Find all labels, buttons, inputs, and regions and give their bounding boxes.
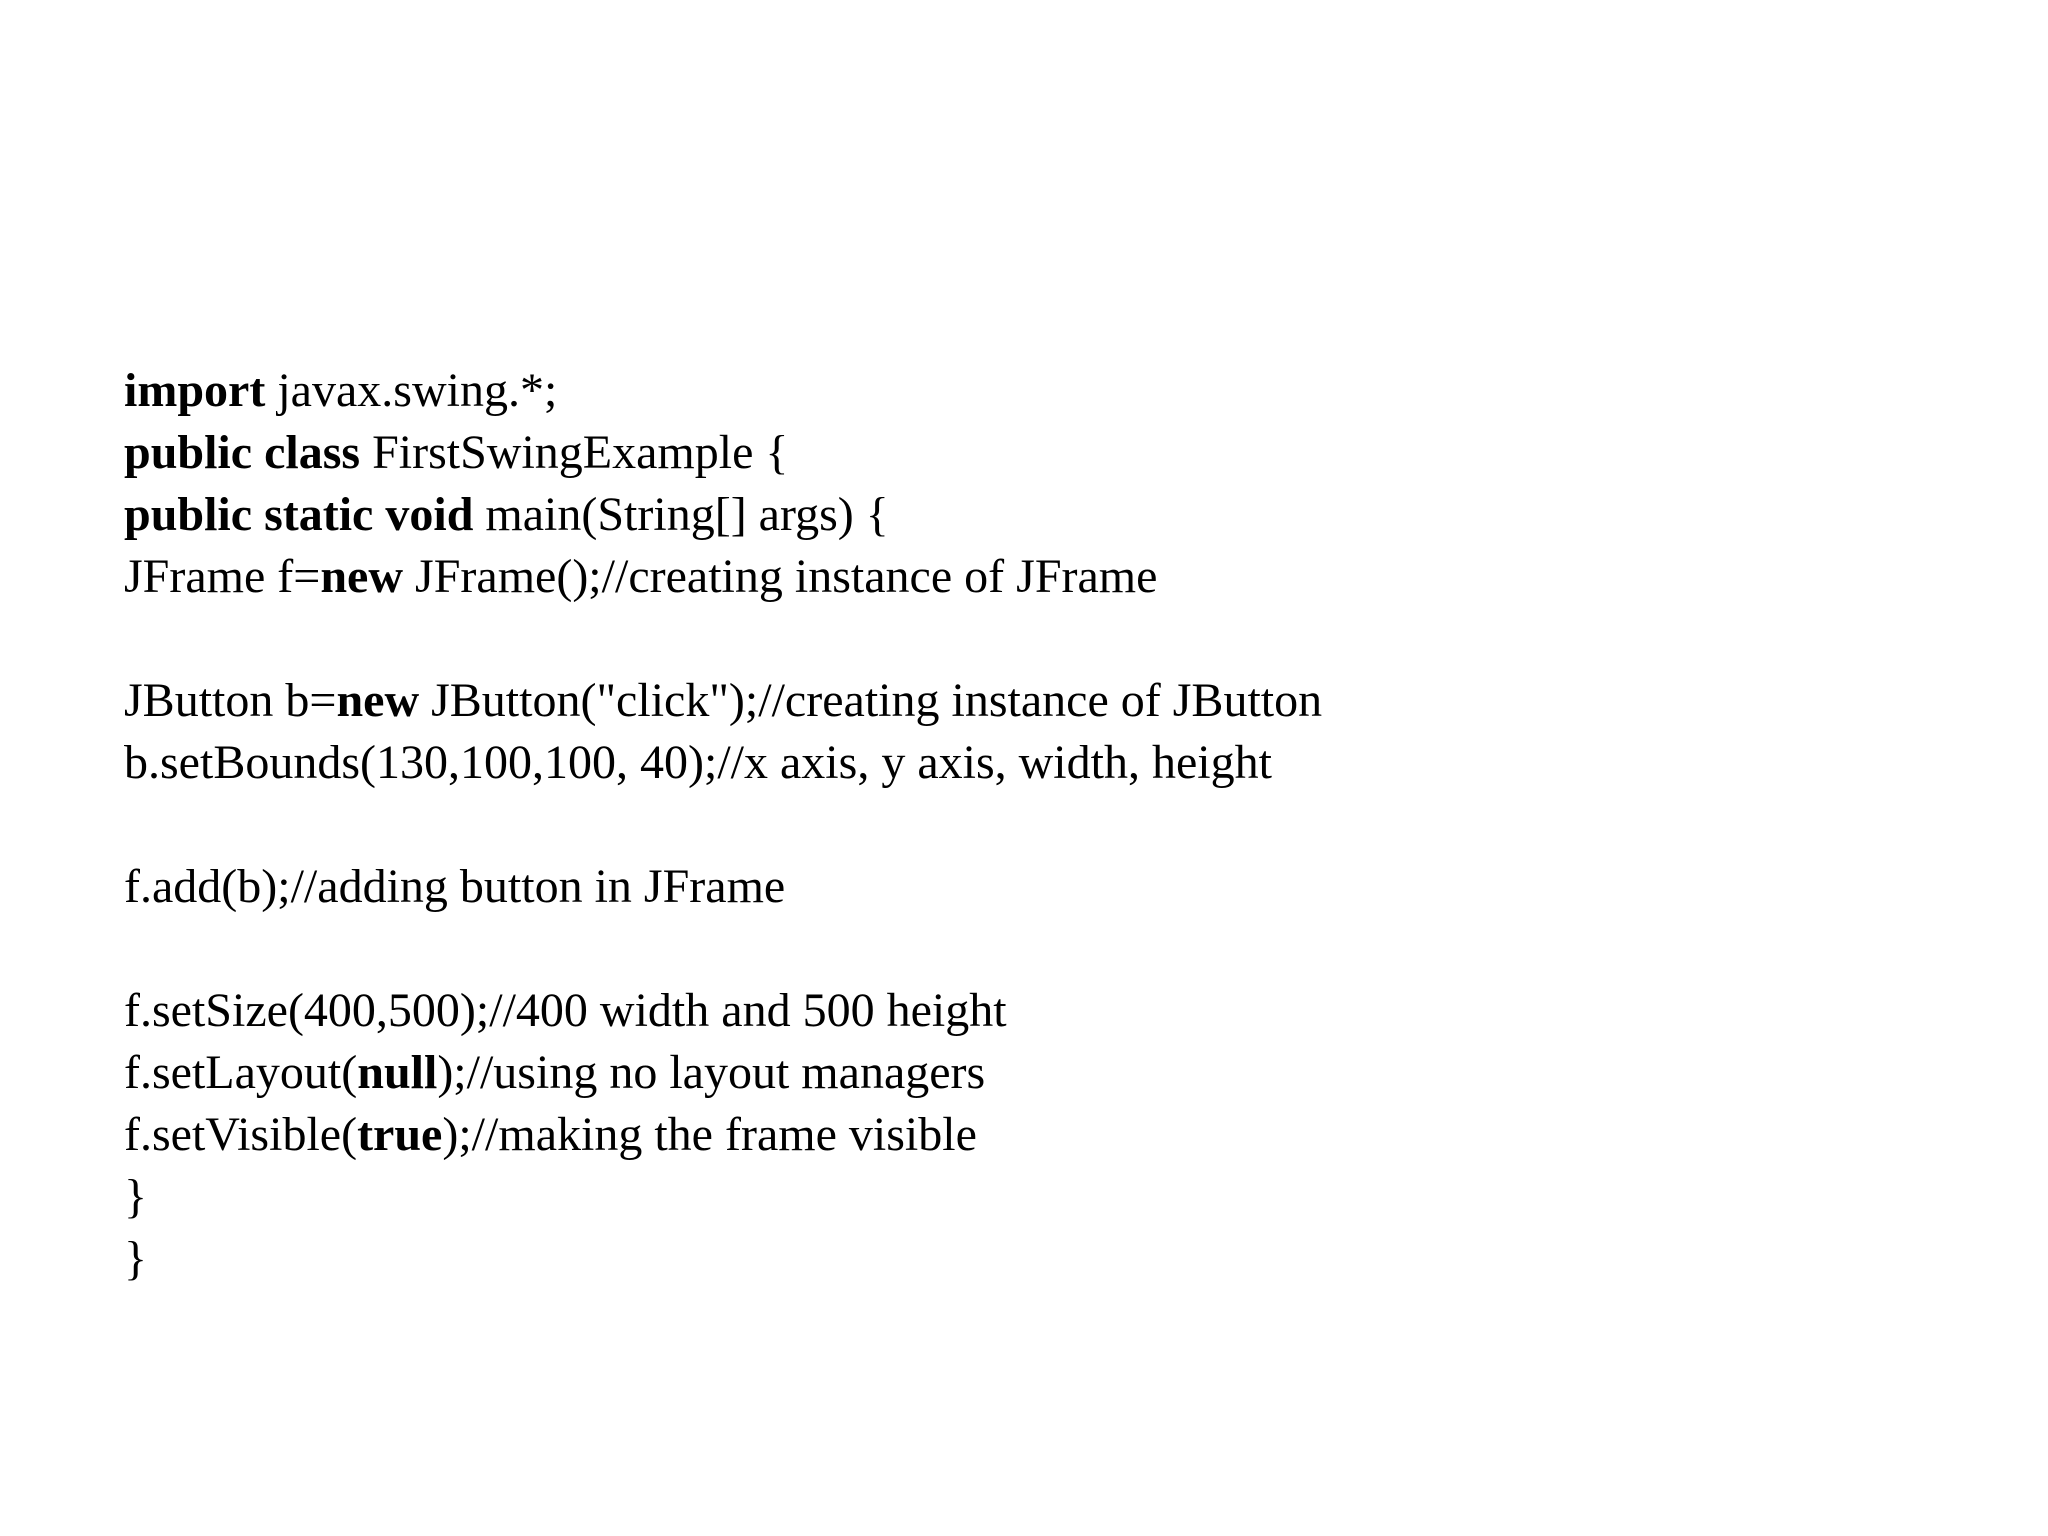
code-text: b.setBounds(130,100,100, 40);//x axis, y axis, width, height: [124, 736, 1272, 789]
code-text: f.setLayout(: [124, 1046, 358, 1099]
code-line-set-layout: [124, 1042, 1924, 1104]
code-line-jframe: [124, 546, 1924, 608]
code-text: f.add(b);//adding button in JFrame: [124, 860, 786, 913]
code-text: f.setVisible(: [124, 1108, 358, 1161]
code-line-add-button: [124, 856, 1924, 918]
code-text: );//using no layout managers: [437, 1046, 986, 1099]
code-line-blank: [124, 918, 1924, 980]
code-text: JFrame f=: [124, 550, 321, 603]
code-text: JButton b=: [124, 674, 337, 727]
keyword: new: [320, 550, 404, 603]
keyword: true: [357, 1108, 443, 1161]
code-listing: [124, 360, 1924, 1290]
code-text: FirstSwingExample {: [360, 426, 789, 479]
keyword: public static void: [124, 488, 474, 541]
code-line-set-visible: [124, 1104, 1924, 1166]
keyword: public class: [124, 426, 361, 479]
code-text: f.setSize(400,500);//400 width and 500 height: [124, 984, 1007, 1037]
code-text: }: [124, 1170, 148, 1223]
code-line-blank: [124, 608, 1924, 670]
code-text: JFrame();//creating instance of JFrame: [403, 550, 1158, 603]
code-line-set-bounds: [124, 732, 1924, 794]
code-line-close-brace-method: [124, 1166, 1924, 1228]
keyword: new: [336, 674, 420, 727]
code-line-class-declaration: [124, 422, 1924, 484]
code-line-jbutton: [124, 670, 1924, 732]
code-text: javax.swing.*;: [265, 364, 558, 417]
code-text: );//making the frame visible: [442, 1108, 977, 1161]
keyword: import: [124, 364, 266, 417]
code-line-main-method: [124, 484, 1924, 546]
code-line-blank: [124, 794, 1924, 856]
code-line-close-brace-class: [124, 1228, 1924, 1290]
code-text: }: [124, 1232, 148, 1285]
code-text: main(String[] args) {: [473, 488, 889, 541]
keyword: null: [357, 1046, 438, 1099]
code-text: JButton("click");//creating instance of JButton: [419, 674, 1323, 727]
code-line-set-size: [124, 980, 1924, 1042]
code-line-import: [124, 360, 1924, 422]
